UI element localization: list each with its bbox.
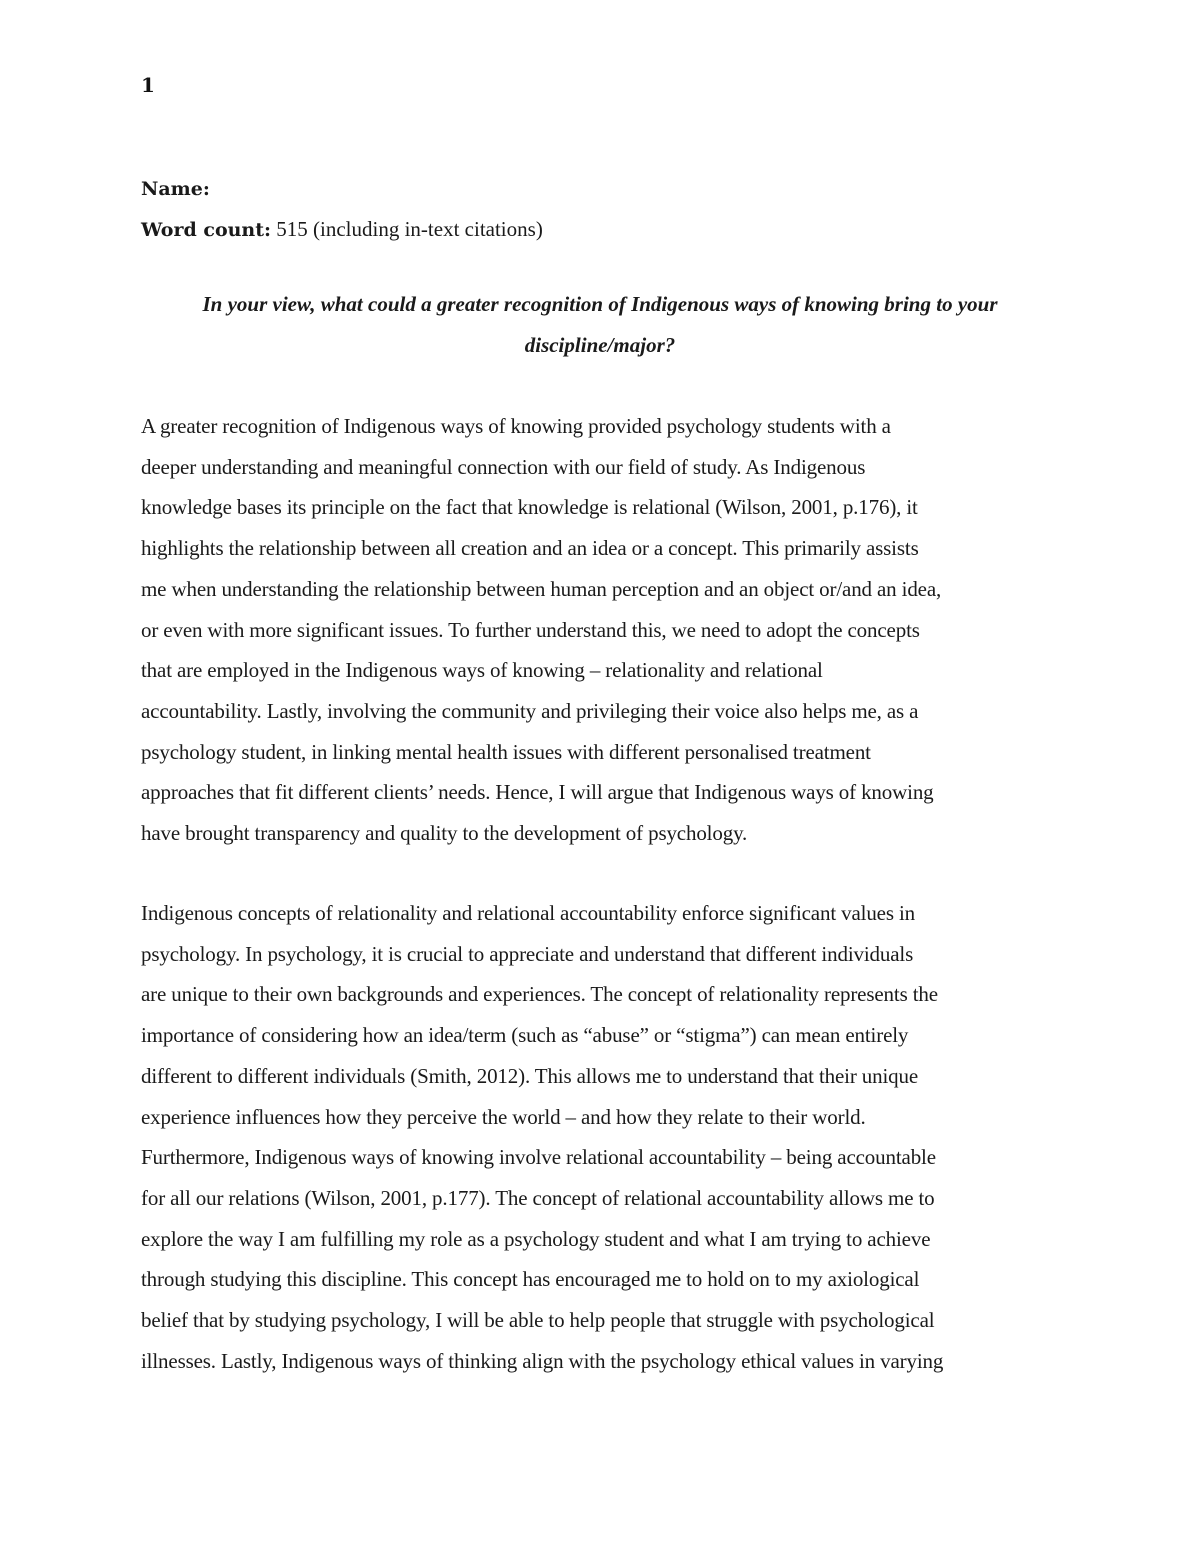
paragraph-line: that are employed in the Indigenous ways of knowing – relationality and relational xyxy=(141,658,823,683)
paragraph-line: belief that by studying psychology, I will be able to help people that struggle with psychological xyxy=(141,1308,935,1333)
paragraph-line: or even with more significant issues. To further understand this, we need to adopt the concepts xyxy=(141,617,920,642)
word-count-label: Word count: xyxy=(141,219,272,241)
paragraph-line: approaches that fit different clients’ needs. Hence, I will argue that Indigenous ways of knowing xyxy=(141,780,934,805)
paragraph-line: for all our relations (Wilson, 2001, p.177). The concept of relational accountability allows me to xyxy=(141,1185,935,1210)
paragraph-line: are unique to their own backgrounds and experiences. The concept of relationality represents the xyxy=(141,982,938,1007)
paragraph-line: experience influences how they perceive the world – and how they relate to their world. xyxy=(141,1104,866,1129)
paragraph-line: psychology. In psychology, it is crucial to appreciate and understand that different individuals xyxy=(141,941,914,966)
paragraph-line: illnesses. Lastly, Indigenous ways of thinking align with the psychology ethical values in varying xyxy=(141,1348,944,1373)
paragraph-line: A greater recognition of Indigenous ways of knowing provided psychology students with a xyxy=(141,414,891,438)
page-number: 1 xyxy=(141,73,155,97)
paragraph-line: deeper understanding and meaningful connection with our field of study. As Indigenous xyxy=(141,454,866,479)
paragraph-line: highlights the relationship between all creation and an idea or a concept. This primarily assists xyxy=(141,536,919,561)
paragraph-line: accountability. Lastly, involving the community and privileging their voice also helps me, as a xyxy=(141,698,919,723)
paragraph-line: through studying this discipline. This concept has encouraged me to hold on to my axiological xyxy=(141,1267,920,1292)
paragraph-line: have brought transparency and quality to the development of psychology. xyxy=(141,821,748,846)
paragraph-line: Furthermore, Indigenous ways of knowing involve relational accountability – being accountable xyxy=(141,1145,936,1170)
word-count-field xyxy=(141,209,543,250)
paragraph-line: psychology student, in linking mental health issues with different personalised treatment xyxy=(141,739,871,764)
paragraph-line: explore the way I am fulfilling my role as a psychology student and what I am trying to achieve xyxy=(141,1226,931,1251)
paragraph-line: different to different individuals (Smith, 2012). This allows me to understand that their unique xyxy=(141,1063,919,1088)
paragraph-1 xyxy=(141,406,1067,854)
paragraph-2 xyxy=(141,893,1067,1381)
paragraph-line: importance of considering how an idea/term (such as “abuse” or “stigma”) can mean entirely xyxy=(141,1023,909,1048)
word-count-value: 515 (including in-text citations) xyxy=(271,217,543,241)
name-label: Name: xyxy=(141,178,210,200)
essay-question-line: In your view, what could a greater recognition of Indigenous ways of knowing bring to your xyxy=(202,292,998,316)
paragraph-line: Indigenous concepts of relationality and relational accountability enforce significant values in xyxy=(141,901,915,925)
document-header-fields xyxy=(141,168,543,250)
paragraph-line: knowledge bases its principle on the fact that knowledge is relational (Wilson, 2001, p.176), it xyxy=(141,495,918,520)
essay-question xyxy=(141,284,1059,366)
essay-question-line: discipline/major? xyxy=(524,333,676,357)
paragraph-line: me when understanding the relationship between human perception and an object or/and an idea, xyxy=(141,576,942,601)
name-field xyxy=(141,168,543,209)
